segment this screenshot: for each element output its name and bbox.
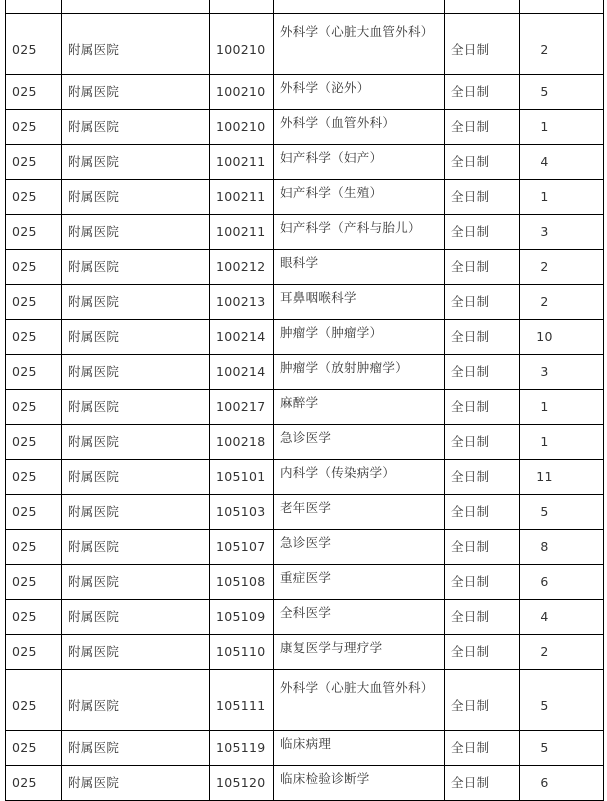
major-code-cell: 105107	[210, 530, 274, 565]
study-mode-cell: 全日制	[445, 390, 520, 425]
major-code-cell: 100210	[210, 14, 274, 75]
quota-count-cell	[520, 0, 604, 14]
quota-count-cell: 11	[520, 460, 604, 495]
quota-count-cell: 1	[520, 110, 604, 145]
quota-count-cell: 6	[520, 565, 604, 600]
unit-name-cell: 附属医院	[62, 285, 210, 320]
major-code-cell: 105110	[210, 635, 274, 670]
study-mode-cell: 全日制	[445, 75, 520, 110]
major-name-cell: 外科学（血管外科）	[274, 110, 445, 145]
school-code-cell: 025	[6, 425, 62, 460]
school-code-cell: 025	[6, 460, 62, 495]
quota-count-cell: 3	[520, 215, 604, 250]
major-name-cell: 重症医学	[274, 565, 445, 600]
major-name-cell: 临床检验诊断学	[274, 766, 445, 801]
quota-count-cell: 10	[520, 320, 604, 355]
table-row	[6, 425, 604, 460]
unit-name-cell: 附属医院	[62, 145, 210, 180]
major-name-cell: 妇产科学（生殖）	[274, 180, 445, 215]
table-row	[6, 110, 604, 145]
quota-count-cell: 3	[520, 355, 604, 390]
major-name-cell: 外科学（心脏大血管外科）	[274, 670, 445, 731]
unit-name-cell: 附属医院	[62, 670, 210, 731]
major-name-cell: 外科学（泌外）	[274, 75, 445, 110]
quota-count-cell: 4	[520, 600, 604, 635]
major-name-cell: 全科医学	[274, 600, 445, 635]
major-code-cell: 100218	[210, 425, 274, 460]
major-code-cell: 100217	[210, 390, 274, 425]
table-row	[6, 530, 604, 565]
unit-name-cell: 附属医院	[62, 215, 210, 250]
study-mode-cell: 全日制	[445, 145, 520, 180]
unit-name-cell: 附属医院	[62, 425, 210, 460]
school-code-cell: 025	[6, 565, 62, 600]
unit-name-cell: 附属医院	[62, 530, 210, 565]
unit-name-cell: 附属医院	[62, 766, 210, 801]
major-code-cell	[210, 0, 274, 14]
major-name-cell: 内科学（传染病学）	[274, 460, 445, 495]
study-mode-cell: 全日制	[445, 460, 520, 495]
study-mode-cell: 全日制	[445, 110, 520, 145]
school-code-cell: 025	[6, 495, 62, 530]
school-code-cell: 025	[6, 285, 62, 320]
school-code-cell: 025	[6, 530, 62, 565]
major-code-cell: 100211	[210, 180, 274, 215]
table-row	[6, 460, 604, 495]
major-code-cell: 100212	[210, 250, 274, 285]
major-name-cell: 麻醉学	[274, 390, 445, 425]
school-code-cell: 025	[6, 215, 62, 250]
major-code-cell: 100214	[210, 320, 274, 355]
table-row	[6, 635, 604, 670]
admissions-table	[5, 0, 604, 801]
quota-count-cell: 6	[520, 766, 604, 801]
table-row	[6, 320, 604, 355]
study-mode-cell: 全日制	[445, 495, 520, 530]
table-row	[6, 180, 604, 215]
unit-name-cell: 附属医院	[62, 355, 210, 390]
unit-name-cell: 附属医院	[62, 180, 210, 215]
table-row	[6, 14, 604, 75]
major-name-cell: 老年医学	[274, 495, 445, 530]
table-row	[6, 731, 604, 766]
school-code-cell: 025	[6, 670, 62, 731]
major-code-cell: 105103	[210, 495, 274, 530]
study-mode-cell: 全日制	[445, 530, 520, 565]
study-mode-cell: 全日制	[445, 14, 520, 75]
major-code-cell: 100210	[210, 110, 274, 145]
table-row	[6, 75, 604, 110]
table-row	[6, 565, 604, 600]
quota-count-cell: 2	[520, 250, 604, 285]
school-code-cell: 025	[6, 600, 62, 635]
major-code-cell: 105111	[210, 670, 274, 731]
school-code-cell: 025	[6, 110, 62, 145]
major-name-cell: 耳鼻咽喉科学	[274, 285, 445, 320]
study-mode-cell: 全日制	[445, 565, 520, 600]
unit-name-cell: 附属医院	[62, 731, 210, 766]
major-code-cell: 105108	[210, 565, 274, 600]
unit-name-cell: 附属医院	[62, 600, 210, 635]
major-code-cell: 105101	[210, 460, 274, 495]
study-mode-cell: 全日制	[445, 425, 520, 460]
study-mode-cell: 全日制	[445, 180, 520, 215]
table-row	[6, 250, 604, 285]
study-mode-cell: 全日制	[445, 766, 520, 801]
study-mode-cell: 全日制	[445, 600, 520, 635]
table-row	[6, 215, 604, 250]
school-code-cell: 025	[6, 145, 62, 180]
study-mode-cell: 全日制	[445, 320, 520, 355]
quota-count-cell: 2	[520, 285, 604, 320]
unit-name-cell: 附属医院	[62, 110, 210, 145]
quota-count-cell: 2	[520, 14, 604, 75]
study-mode-cell: 全日制	[445, 731, 520, 766]
study-mode-cell	[445, 0, 520, 14]
quota-count-cell: 5	[520, 731, 604, 766]
school-code-cell: 025	[6, 355, 62, 390]
school-code-cell: 025	[6, 75, 62, 110]
major-name-cell: 肿瘤学（肿瘤学）	[274, 320, 445, 355]
major-name-cell: 妇产科学（产科与胎儿）	[274, 215, 445, 250]
major-name-cell: 眼科学	[274, 250, 445, 285]
major-code-cell: 100211	[210, 215, 274, 250]
school-code-cell	[6, 0, 62, 14]
unit-name-cell: 附属医院	[62, 460, 210, 495]
school-code-cell: 025	[6, 731, 62, 766]
table-body	[6, 0, 604, 801]
unit-name-cell: 附属医院	[62, 320, 210, 355]
school-code-cell: 025	[6, 635, 62, 670]
major-name-cell: 外科学（心脏大血管外科）	[274, 14, 445, 75]
school-code-cell: 025	[6, 250, 62, 285]
quota-count-cell: 4	[520, 145, 604, 180]
study-mode-cell: 全日制	[445, 215, 520, 250]
quota-count-cell: 5	[520, 670, 604, 731]
major-code-cell: 100211	[210, 145, 274, 180]
major-name-cell: 肿瘤学（放射肿瘤学）	[274, 355, 445, 390]
major-code-cell: 105119	[210, 731, 274, 766]
study-mode-cell: 全日制	[445, 250, 520, 285]
quota-count-cell: 2	[520, 635, 604, 670]
unit-name-cell	[62, 0, 210, 14]
major-code-cell: 100213	[210, 285, 274, 320]
unit-name-cell: 附属医院	[62, 250, 210, 285]
unit-name-cell: 附属医院	[62, 635, 210, 670]
study-mode-cell: 全日制	[445, 285, 520, 320]
quota-count-cell: 5	[520, 75, 604, 110]
quota-count-cell: 1	[520, 390, 604, 425]
major-name-cell	[274, 0, 445, 14]
major-name-cell: 妇产科学（妇产）	[274, 145, 445, 180]
table-row	[6, 285, 604, 320]
major-code-cell: 100210	[210, 75, 274, 110]
school-code-cell: 025	[6, 320, 62, 355]
study-mode-cell: 全日制	[445, 670, 520, 731]
quota-count-cell: 1	[520, 180, 604, 215]
school-code-cell: 025	[6, 766, 62, 801]
table-row	[6, 600, 604, 635]
unit-name-cell: 附属医院	[62, 390, 210, 425]
school-code-cell: 025	[6, 180, 62, 215]
school-code-cell: 025	[6, 14, 62, 75]
unit-name-cell: 附属医院	[62, 565, 210, 600]
unit-name-cell: 附属医院	[62, 75, 210, 110]
major-code-cell: 100214	[210, 355, 274, 390]
major-name-cell: 康复医学与理疗学	[274, 635, 445, 670]
quota-count-cell: 5	[520, 495, 604, 530]
major-code-cell: 105109	[210, 600, 274, 635]
table-row	[6, 355, 604, 390]
unit-name-cell: 附属医院	[62, 14, 210, 75]
table-row	[6, 495, 604, 530]
table-row	[6, 145, 604, 180]
quota-count-cell: 8	[520, 530, 604, 565]
major-name-cell: 急诊医学	[274, 425, 445, 460]
major-code-cell: 105120	[210, 766, 274, 801]
table-row	[6, 670, 604, 731]
table-row	[6, 0, 604, 14]
major-name-cell: 急诊医学	[274, 530, 445, 565]
table-row	[6, 766, 604, 801]
quota-count-cell: 1	[520, 425, 604, 460]
unit-name-cell: 附属医院	[62, 495, 210, 530]
study-mode-cell: 全日制	[445, 355, 520, 390]
study-mode-cell: 全日制	[445, 635, 520, 670]
school-code-cell: 025	[6, 390, 62, 425]
major-name-cell: 临床病理	[274, 731, 445, 766]
table-row	[6, 390, 604, 425]
